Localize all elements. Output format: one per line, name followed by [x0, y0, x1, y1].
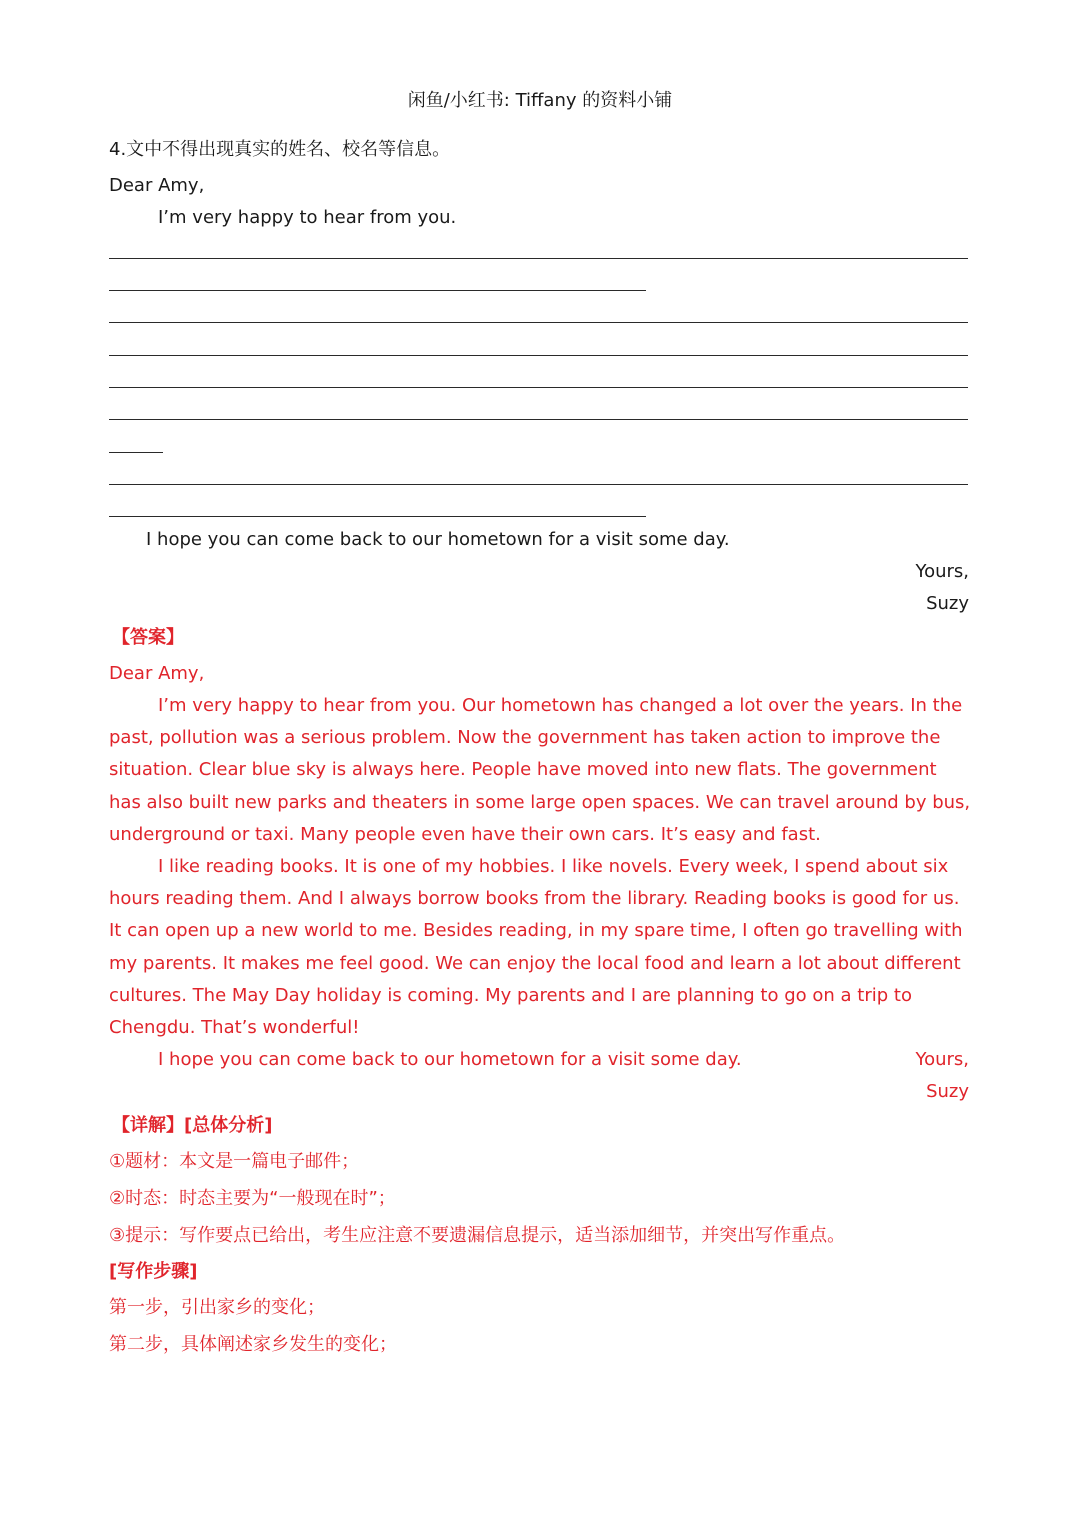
writing-blank-line — [109, 355, 968, 356]
writing-blank-line — [109, 419, 968, 420]
signoff: Yours, — [915, 561, 969, 582]
answer-paragraph-3: I hope you can come back to our hometown for a visit some day. — [158, 1049, 742, 1071]
analysis-point-1: ①题材：本文是一篇电子邮件； — [109, 1151, 360, 1172]
answer-body — [109, 690, 971, 1076]
writing-blank-line — [109, 322, 968, 323]
answer-paragraph-1: I’m very happy to hear from you. Our hometown has changed a lot over the years. In the past, pollution was a serious problem. Now the government has taken action to improve the situation. Clear blue sky is always here. People have moved into new flats. The government has also built new parks and theaters in some large open spaces. We can travel around by bus, underground or taxi. Many people even have their own cars. It’s easy and fast. — [109, 695, 971, 845]
answer-signoff: Yours, — [915, 1049, 969, 1070]
answer-signature: Suzy — [926, 1081, 969, 1102]
analysis-point-3: ③提示：写作要点已给出，考生应注意不要遗漏信息提示，适当添加细节，并突出写作重点。 — [109, 1225, 846, 1246]
analysis-label: 【详解】[总体分析] — [112, 1115, 273, 1136]
salutation: Dear Amy, — [109, 175, 205, 196]
writing-blank-line — [109, 290, 646, 291]
watermark-header: 闲鱼/小红书: Tiffany 的资料小铺 — [407, 90, 673, 111]
answer-paragraph-2: I like reading books. It is one of my hobbies. I like novels. Every week, I spend about six hours reading them. And I always borrow books from the library. Reading books is good for us. It can open up a new world to me. Besides reading, in my spare time, I often go travelling with my parents. It makes me feel good. We can enjoy the local food and learn a lot about different cultures. The May Day holiday is coming. My parents and I are planning to go on a trip to Chengdu. That’s wonderful! — [109, 856, 963, 1039]
writing-steps-label: [写作步骤] — [109, 1261, 198, 1282]
writing-blank-line — [109, 258, 968, 259]
answer-salutation: Dear Amy, — [109, 663, 205, 684]
answer-label: 【答案】 — [112, 627, 184, 648]
writing-blank-line — [109, 484, 968, 485]
signature: Suzy — [926, 593, 969, 614]
opening-sentence: I’m very happy to hear from you. — [158, 207, 457, 228]
writing-step-2: 第二步，具体阐述家乡发生的变化； — [109, 1334, 397, 1355]
writing-blank-line — [109, 516, 646, 517]
writing-blank-line — [109, 387, 968, 388]
requirement-text: 4.文中不得出现真实的姓名、校名等信息。 — [109, 139, 451, 160]
writing-blank-line — [109, 452, 163, 453]
closing-sentence: I hope you can come back to our hometown for a visit some day. — [146, 529, 730, 550]
writing-step-1: 第一步，引出家乡的变化； — [109, 1297, 325, 1318]
analysis-point-2: ②时态：时态主要为“一般现在时”； — [109, 1188, 396, 1209]
